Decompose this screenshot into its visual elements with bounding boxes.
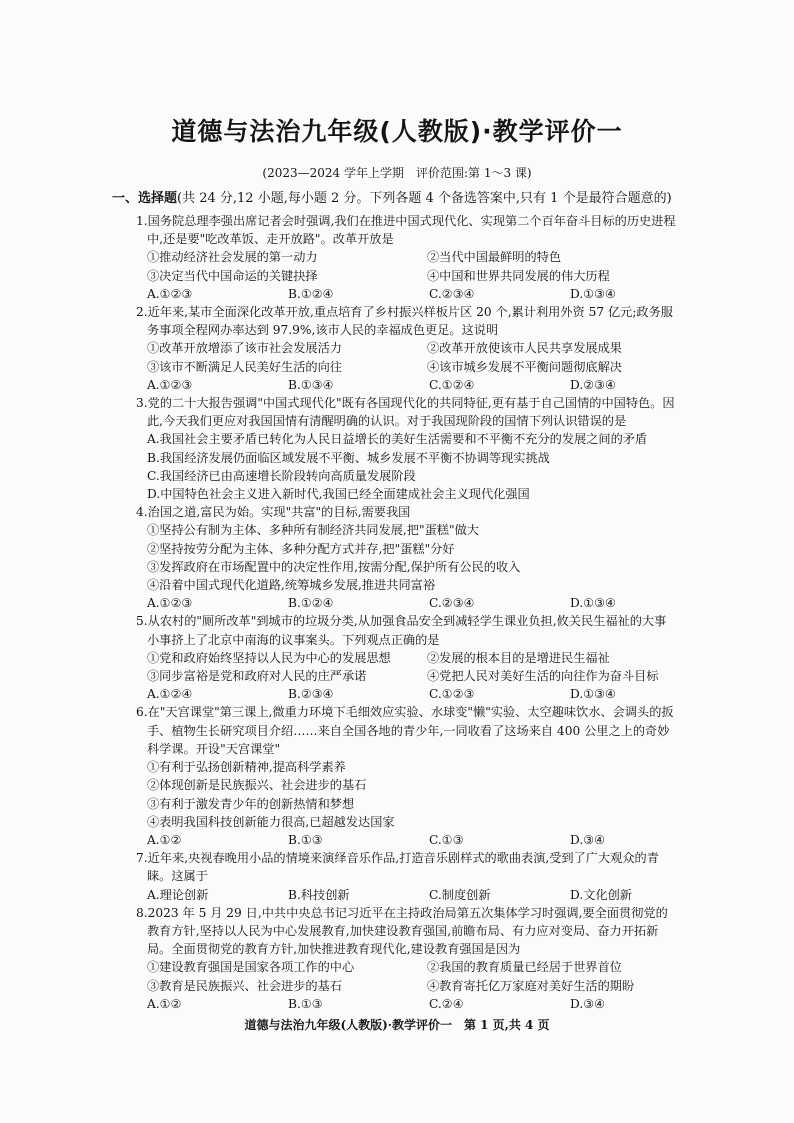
section-header xyxy=(112,190,712,208)
page-title: 道德与法治九年级(人教版)·教学评价一 xyxy=(171,117,623,146)
answer-option: A.①②④ xyxy=(147,687,193,702)
question-2 xyxy=(136,303,676,394)
question-stem: 4.治国之道,富民为始。实现"共富"的目标,需要我国 xyxy=(136,505,411,520)
statement-item: ①党和政府始终坚持以人民为中心的发展思想 xyxy=(147,650,391,665)
answer-option: A.理论创新 xyxy=(147,887,209,902)
answer-option: A.①② xyxy=(147,832,182,847)
answer-option: C.②④ xyxy=(429,996,464,1011)
answer-option: C.制度创新 xyxy=(429,887,491,902)
question-stem: 7.近年来,央视春晚用小品的情境来演绎音乐作品,打造音乐剧样式的歌曲表演,受到了广大观众的青睐。这属于 xyxy=(136,851,659,884)
section-label: 一、选择题 xyxy=(112,191,178,206)
answer-option: D.文化创新 xyxy=(570,887,632,902)
statement-item: ①推动经济社会发展的第一动力 xyxy=(147,250,318,265)
question-8 xyxy=(136,904,676,1013)
answer-option: B.科技创新 xyxy=(288,887,350,902)
statement-item: ③教育是民族振兴、社会进步的基石 xyxy=(147,978,342,993)
question-stem: 6.在"天宫课堂"第三课上,微重力环境下毛细效应实验、水球变"懒"实验、太空趣味饮水、会调头的扳手、植物生长研究项目介绍……来自全国各地的青少年,一同收看了这场来自 400 公里之上的奇妙科学课。开设"天宫课堂" xyxy=(136,705,674,756)
statement-item: ②体现创新是民族振兴、社会进步的基石 xyxy=(147,778,367,793)
answer-option: D.①③④ xyxy=(570,286,616,301)
page-footer: 道德与法治九年级(人教版)·教学评价一 第 1 页,共 4 页 xyxy=(244,1018,550,1032)
answer-option: D.①③④ xyxy=(570,596,616,611)
answer-option: C.①②④ xyxy=(429,377,475,392)
question-4 xyxy=(136,503,676,612)
answer-option: D.中国特色社会主义进入新时代,我国已经全面建成社会主义现代化强国 xyxy=(147,487,530,502)
question-stem: 2.近年来,某市全面深化改革开放,重点培育了乡村振兴样板片区 20 个,累计利用外资 57 亿元;政务服务事项全程网办率达到 97.9%,该市人民的幸福成色更足。这说明 xyxy=(136,305,673,338)
question-list xyxy=(136,212,676,1013)
question-5 xyxy=(136,612,676,703)
statement-item: ④党把人民对美好生活的向往作为奋斗目标 xyxy=(427,669,659,684)
question-stem: 8.2023 年 5 月 29 日,中共中央总书记习近平在主持政治局第五次集体学习时强调,要全面贯彻党的教育方针,坚持以人民为中心发展教育,加快建设教育强国,前瞻布局、有力应对变局、奋力开拓新局。全面贯彻党的教育方针,加快推进教育现代化,建设教育强国是因为 xyxy=(136,905,668,957)
answer-option: D.③④ xyxy=(570,996,606,1011)
question-3 xyxy=(136,394,676,503)
statement-item: ①有利于弘扬创新精神,提高科学素养 xyxy=(147,760,346,775)
statement-item: ③决定当代中国命运的关键抉择 xyxy=(147,268,318,283)
answer-option: A.①②③ xyxy=(147,286,193,301)
answer-option: A.①② xyxy=(147,996,182,1011)
statement-item: ②发展的根本目的是增进民生福祉 xyxy=(427,650,610,665)
statement-item: ④中国和世界共同发展的伟大历程 xyxy=(427,268,610,283)
answer-option: D.②③④ xyxy=(570,377,616,392)
question-stem: 1.国务院总理李强出席记者会时强调,我们在推进中国式现代化、实现第二个百年奋斗目标的历史进程中,还是要"吃改革饭、走开放路"。改革开放是 xyxy=(136,214,676,247)
answer-option: A.①②③ xyxy=(147,596,193,611)
statement-item: ③同步富裕是党和政府对人民的庄严承诺 xyxy=(147,669,367,684)
answer-option: B.①②④ xyxy=(288,596,334,611)
answer-option: C.我国经济已由高速增长阶段转向高质量发展阶段 xyxy=(147,468,416,483)
statement-item: ③该市不断满足人民美好生活的向往 xyxy=(147,359,342,374)
answer-option: A.我国社会主要矛盾已转化为人民日益增长的美好生活需要和不平衡不充分的发展之间的矛盾 xyxy=(147,432,648,447)
answer-option: C.①②③ xyxy=(429,687,475,702)
answer-option: B.②③④ xyxy=(288,687,334,702)
answer-option: B.①③ xyxy=(288,996,323,1011)
answer-option: B.①③④ xyxy=(288,377,334,392)
answer-option: C.②③④ xyxy=(429,286,475,301)
answer-option: B.我国经济发展仍面临区域发展不平衡、城乡发展不平衡不协调等现实挑战 xyxy=(147,450,550,465)
statement-item: ①坚持公有制为主体、多种所有制经济共同发展,把"蛋糕"做大 xyxy=(147,523,479,538)
statement-item: ②当代中国最鲜明的特色 xyxy=(427,250,562,265)
answer-option: C.②③④ xyxy=(429,596,475,611)
statement-item: ④教育寄托亿万家庭对美好生活的期盼 xyxy=(427,978,635,993)
answer-option: B.①③ xyxy=(288,832,323,847)
statement-item: ②我国的教育质量已经居于世界首位 xyxy=(427,960,622,975)
answer-option: D.①③④ xyxy=(570,687,616,702)
answer-option: C.①③ xyxy=(429,832,464,847)
statement-item: ③有利于激发青少年的创新热情和梦想 xyxy=(147,796,355,811)
question-1 xyxy=(136,212,676,303)
statement-item: ②坚持按劳分配为主体、多种分配方式并存,把"蛋糕"分好 xyxy=(147,541,455,556)
statement-item: ③发挥政府在市场配置中的决定性作用,按需分配,保护所有公民的收入 xyxy=(147,559,521,574)
statement-item: ④该市城乡发展不平衡问题彻底解决 xyxy=(427,359,622,374)
statement-item: ④沿着中国式现代化道路,统筹城乡发展,推进共同富裕 xyxy=(147,578,436,593)
answer-option: D.③④ xyxy=(570,832,606,847)
question-stem: 3.党的二十大报告强调"中国式现代化"既有各国现代化的共同特征,更有基于自己国情的中国特色。因此,今天我们更应对我国国情有清醒明确的认识。对于我国现阶段的国情下列认识错误的是 xyxy=(136,396,675,429)
answer-option: B.①②④ xyxy=(288,286,334,301)
question-6 xyxy=(136,703,676,849)
section-note: (共 24 分,12 小题,每小题 2 分。下列各题 4 个备选答案中,只有 1 个是最符合题意的) xyxy=(177,191,672,206)
statement-item: ①建设教育强国是国家各项工作的中心 xyxy=(147,960,355,975)
question-stem: 5.从农村的"厕所改革"到城市的垃圾分类,从加强食品安全到减轻学生课业负担,攸关民生福祉的大事小事挤上了北京中南海的议事案头。下列观点正确的是 xyxy=(136,614,667,647)
statement-item: ④表明我国科技创新能力很高,已超越发达国家 xyxy=(147,814,395,829)
page-subtitle: (2023—2024 学年上学期 评价范围:第 1～3 课) xyxy=(262,166,532,180)
statement-item: ①改革开放增添了该市社会发展活力 xyxy=(147,341,342,356)
statement-item: ②改革开放使该市人民共享发展成果 xyxy=(427,341,622,356)
question-7 xyxy=(136,849,676,904)
answer-option: A.①②③ xyxy=(147,377,193,392)
